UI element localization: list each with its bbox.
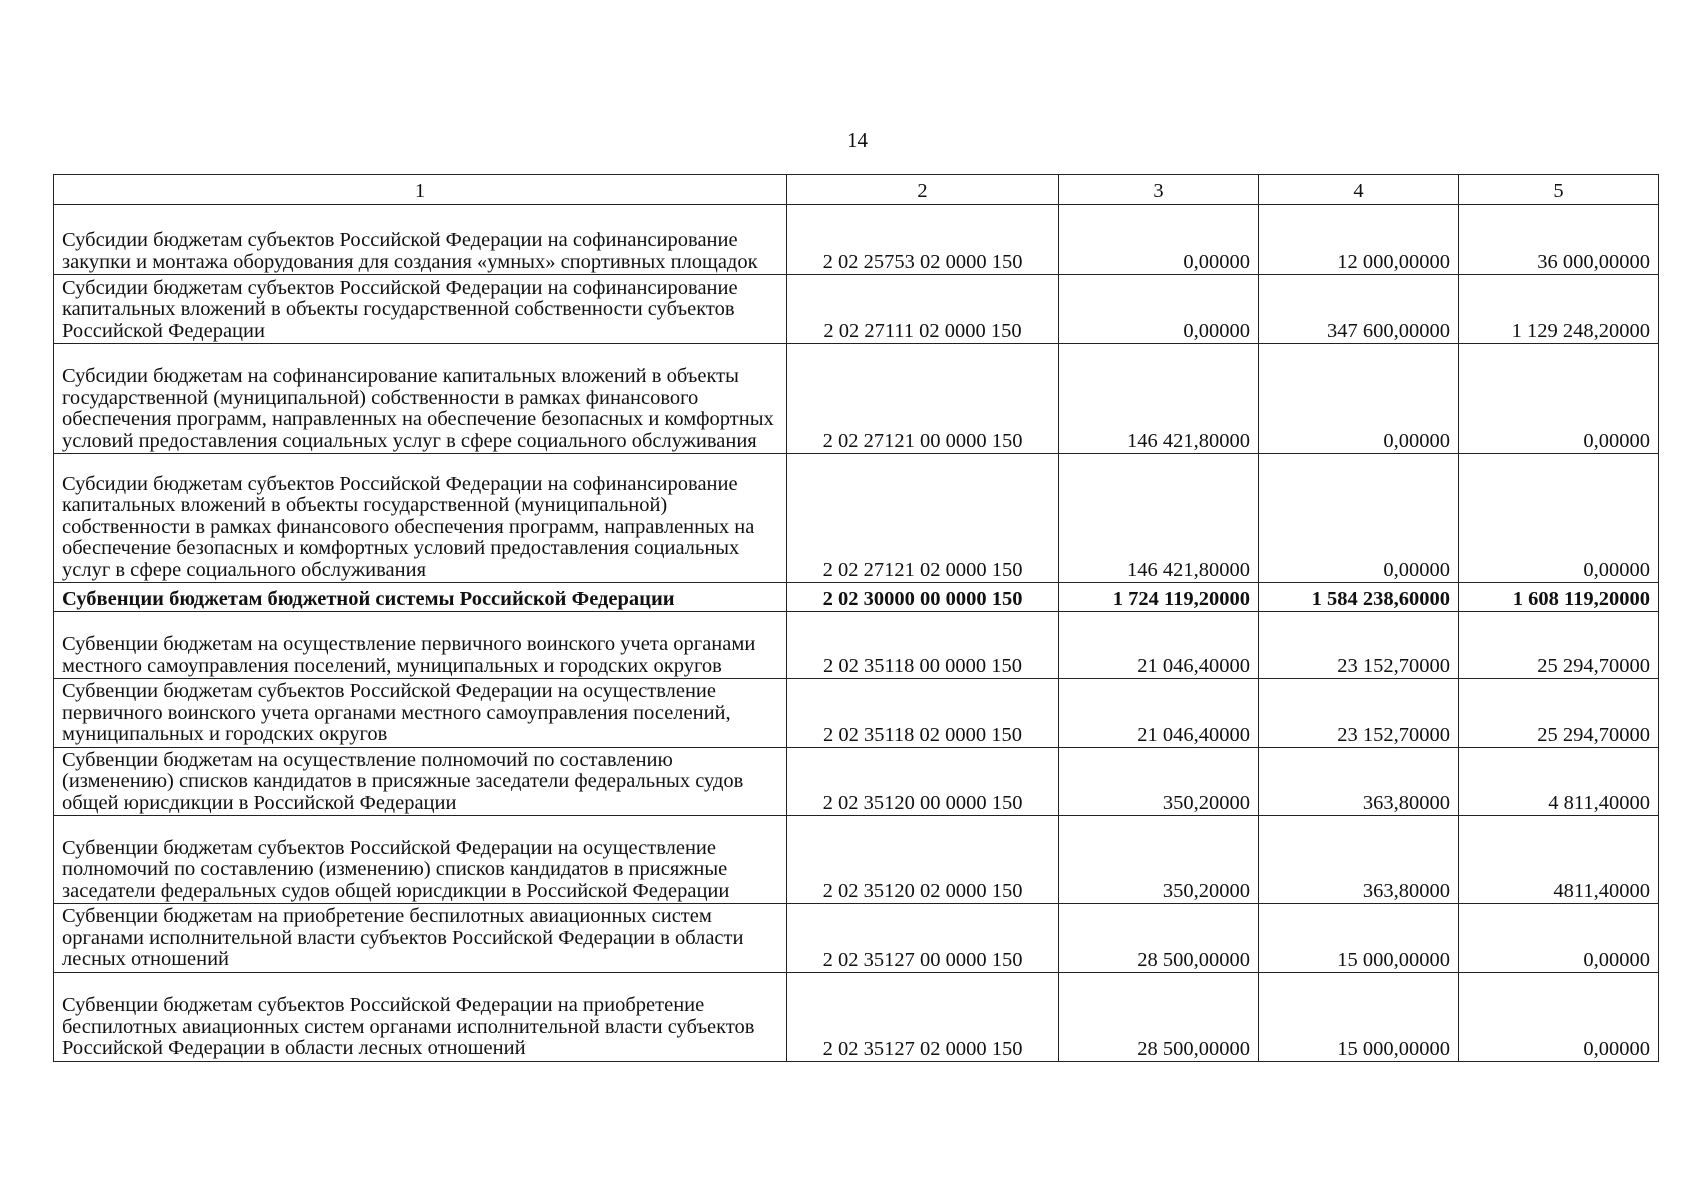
row-value-col5: 25 294,70000 [1459, 679, 1659, 748]
column-header-5: 5 [1459, 175, 1659, 205]
row-value-col4: 15 000,00000 [1259, 904, 1459, 973]
row-description: Субсидии бюджетам субъектов Российской Федерации на софинансирование капитальных вложений в объекты государственной собственности субъектов Российской Федерации [54, 275, 787, 344]
row-value-col3: 146 421,80000 [1059, 344, 1259, 454]
table-row [54, 612, 1659, 679]
row-value-col5: 4 811,40000 [1459, 747, 1659, 816]
row-value-col5: 4811,40000 [1459, 816, 1659, 904]
row-code: 2 02 35127 02 0000 150 [787, 972, 1059, 1061]
column-header-4: 4 [1259, 175, 1459, 205]
row-value-col3: 0,00000 [1059, 205, 1259, 275]
row-value-col3: 0,00000 [1059, 275, 1259, 344]
row-description: Субвенции бюджетам на приобретение беспилотных авиационных систем органами исполнительной власти субъектов Российской Федерации в области лесных отношений [54, 904, 787, 973]
row-value-col3: 1 724 119,20000 [1059, 583, 1259, 612]
row-code: 2 02 35127 00 0000 150 [787, 904, 1059, 973]
table-row [54, 816, 1659, 904]
row-value-col3: 21 046,40000 [1059, 612, 1259, 679]
row-value-col5: 1 608 119,20000 [1459, 583, 1659, 612]
row-value-col4: 347 600,00000 [1259, 275, 1459, 344]
column-header-1: 1 [54, 175, 787, 205]
row-description: Субвенции бюджетам субъектов Российской Федерации на приобретение беспилотных авиационных систем органами исполнительной власти субъектов Российской Федерации в области лесных отношений [54, 972, 787, 1061]
row-value-col4: 12 000,00000 [1259, 205, 1459, 275]
row-value-col4: 0,00000 [1259, 344, 1459, 454]
table-row [54, 344, 1659, 454]
table-row [54, 583, 1659, 612]
row-description: Субвенции бюджетам субъектов Российской Федерации на осуществление полномочий по составлению (изменению) списков кандидатов в присяжные заседатели федеральных судов общей юрисдикции в Российской Федерации [54, 816, 787, 904]
row-value-col4: 363,80000 [1259, 816, 1459, 904]
table-row [54, 205, 1659, 275]
row-value-col4: 15 000,00000 [1259, 972, 1459, 1061]
row-code: 2 02 35120 02 0000 150 [787, 816, 1059, 904]
row-value-col5: 0,00000 [1459, 972, 1659, 1061]
row-value-col4: 363,80000 [1259, 747, 1459, 816]
column-number-row [54, 175, 1659, 205]
table-row [54, 972, 1659, 1061]
table-row [54, 747, 1659, 816]
column-header-3: 3 [1059, 175, 1259, 205]
row-value-col4: 23 152,70000 [1259, 679, 1459, 748]
table-row [54, 904, 1659, 973]
row-description: Субвенции бюджетам бюджетной системы Российской Федерации [54, 583, 787, 612]
table-row [54, 275, 1659, 344]
row-code: 2 02 25753 02 0000 150 [787, 205, 1059, 275]
row-value-col4: 0,00000 [1259, 454, 1459, 583]
row-value-col3: 350,20000 [1059, 747, 1259, 816]
row-value-col3: 21 046,40000 [1059, 679, 1259, 748]
table-row [54, 679, 1659, 748]
row-value-col3: 28 500,00000 [1059, 972, 1259, 1061]
row-value-col3: 28 500,00000 [1059, 904, 1259, 973]
row-code: 2 02 35120 00 0000 150 [787, 747, 1059, 816]
budget-table [53, 174, 1659, 1062]
table-row [54, 454, 1659, 583]
row-description: Субвенции бюджетам субъектов Российской Федерации на осуществление первичного воинского учета органами местного самоуправления поселений, муниципальных и городских округов [54, 679, 787, 748]
row-code: 2 02 35118 02 0000 150 [787, 679, 1059, 748]
row-description: Субсидии бюджетам на софинансирование капитальных вложений в объекты государственной (муниципальной) собственности в рамках финансового обеспечения программ, направленных на обеспечение безопасных и комфортных условий предоставления социальных услуг в сфере социального обслуживания [54, 344, 787, 454]
row-value-col5: 36 000,00000 [1459, 205, 1659, 275]
page-number: 14 [847, 128, 868, 152]
row-code: 2 02 30000 00 0000 150 [787, 583, 1059, 612]
row-value-col3: 350,20000 [1059, 816, 1259, 904]
row-description: Субвенции бюджетам на осуществление полномочий по составлению (изменению) списков кандидатов в присяжные заседатели федеральных судов общей юрисдикции в Российской Федерации [54, 747, 787, 816]
row-code: 2 02 27121 00 0000 150 [787, 344, 1059, 454]
row-value-col4: 23 152,70000 [1259, 612, 1459, 679]
row-value-col5: 0,00000 [1459, 344, 1659, 454]
table-body [54, 175, 1659, 1062]
row-description: Субсидии бюджетам субъектов Российской Федерации на софинансирование закупки и монтажа оборудования для создания «умных» спортивных площадок [54, 205, 787, 275]
row-value-col3: 146 421,80000 [1059, 454, 1259, 583]
row-value-col5: 0,00000 [1459, 904, 1659, 973]
row-description: Субвенции бюджетам на осуществление первичного воинского учета органами местного самоуправления поселений, муниципальных и городских округов [54, 612, 787, 679]
row-value-col5: 1 129 248,20000 [1459, 275, 1659, 344]
row-description: Субсидии бюджетам субъектов Российской Федерации на софинансирование капитальных вложений в объекты государственной (муниципальной) собственности в рамках финансового обеспечения программ, направленных на обеспечение безопасных и комфортных условий предоставления социальных услуг в сфере социального обслуживания [54, 454, 787, 583]
row-code: 2 02 27111 02 0000 150 [787, 275, 1059, 344]
row-code: 2 02 35118 00 0000 150 [787, 612, 1059, 679]
row-value-col4: 1 584 238,60000 [1259, 583, 1459, 612]
row-value-col5: 0,00000 [1459, 454, 1659, 583]
column-header-2: 2 [787, 175, 1059, 205]
row-value-col5: 25 294,70000 [1459, 612, 1659, 679]
row-code: 2 02 27121 02 0000 150 [787, 454, 1059, 583]
